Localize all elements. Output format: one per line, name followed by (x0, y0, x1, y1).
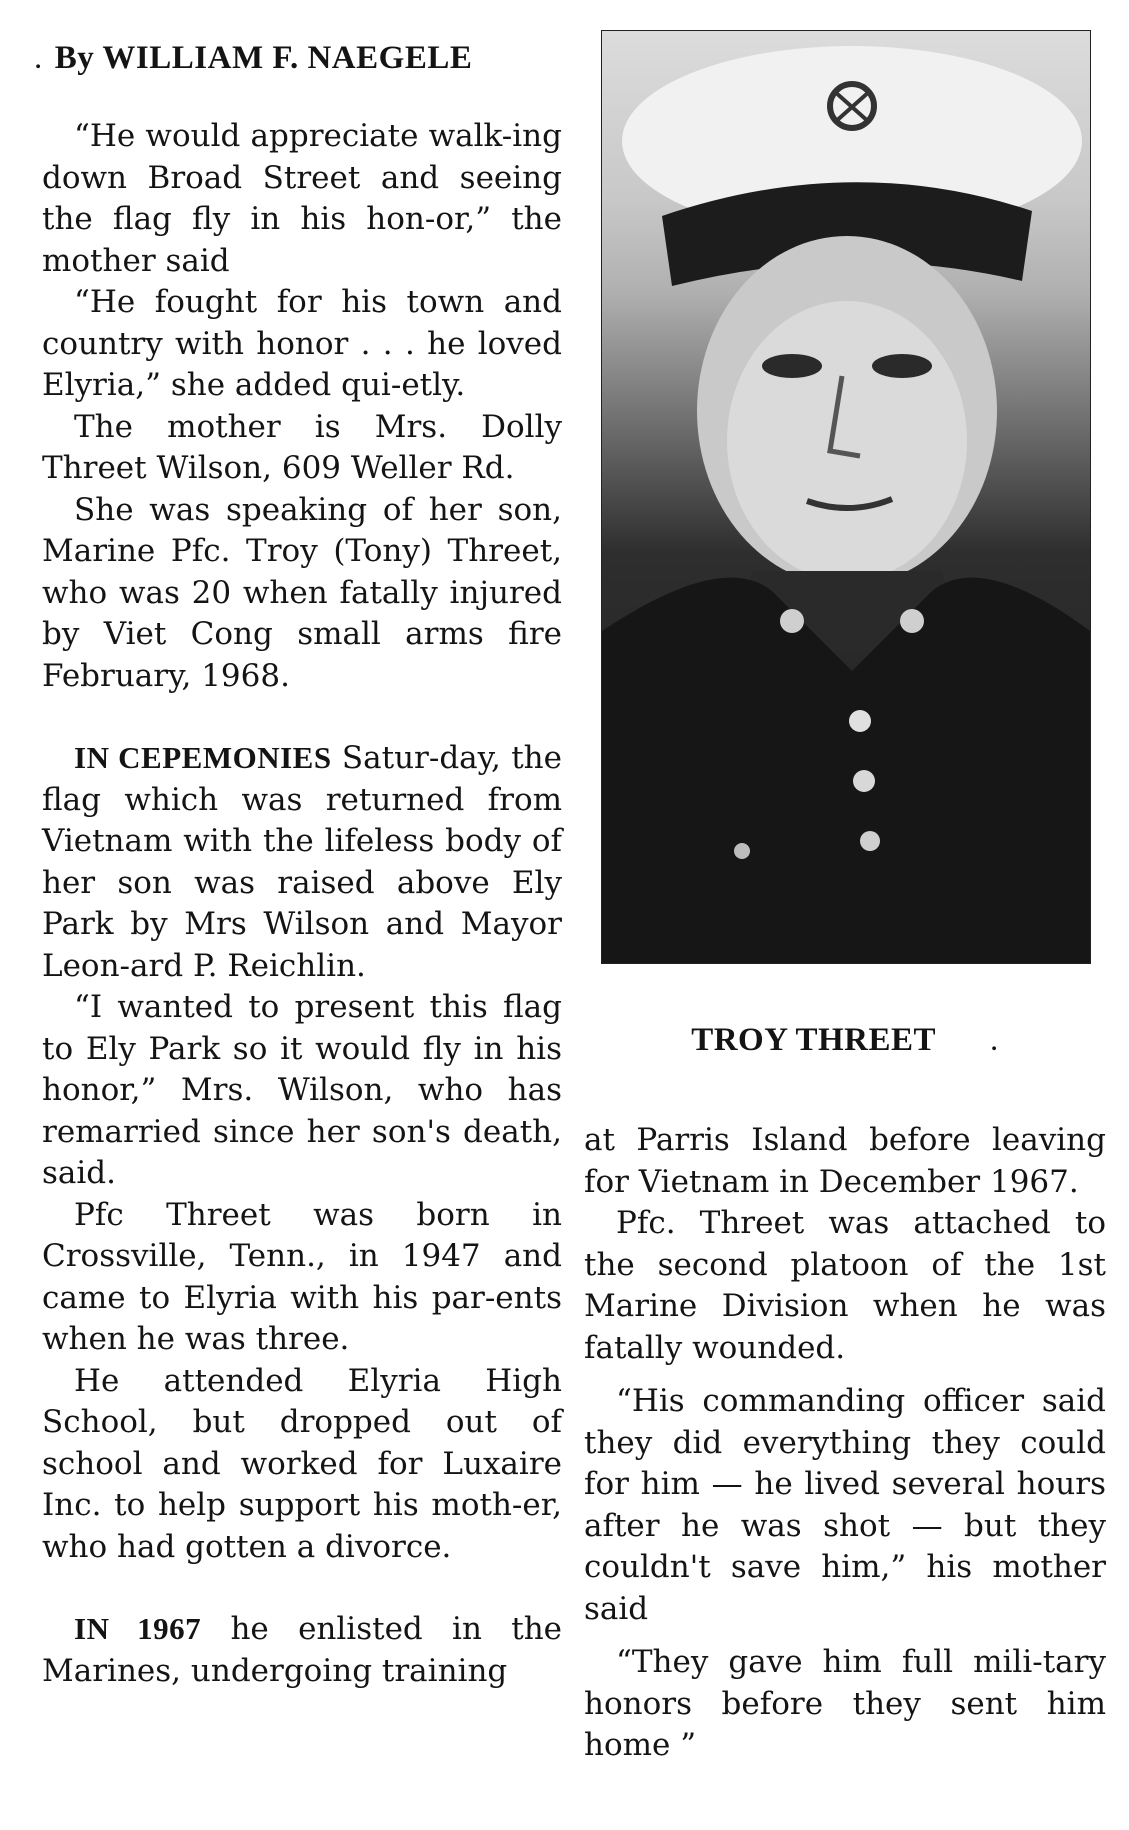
caption-mark: . (990, 1022, 999, 1058)
portrait-photo (601, 30, 1091, 964)
byline-text: By WILLIAM F. NAEGELE (54, 40, 473, 76)
paragraph: “He fought for his town and country with honor . . . he loved Elyria,” she added qui-etly. (42, 284, 562, 403)
paragraph: at Parris Island before leaving for Vietnam in December 1967. (584, 1122, 1106, 1200)
section-paragraph-1967 (42, 1608, 562, 1692)
portrait-illustration (602, 31, 1090, 963)
section-paragraph-ceremonies (42, 737, 562, 987)
section-text: he enlisted in the Marines, undergoing training (42, 1611, 563, 1689)
byline (34, 38, 562, 78)
paragraph: He attended Elyria High School, but dropped out of school and worked for Luxaire Inc. to help support his moth-er, who had gotten a divorce. (42, 1362, 562, 1565)
paragraph: Pfc Threet was born in Crossville, Tenn., in 1947 and came to Elyria with his par-ents when he was three. (42, 1196, 562, 1357)
paragraph: “He would appreciate walk-ing down Broad Street and seeing the flag fly in his hon-or,” the mother said (42, 118, 562, 279)
right-column (584, 1120, 1106, 1767)
paragraph: “His commanding officer said they did everything they could for him — he lived several hours after he was shot — but they couldn't save him,” his mother said (584, 1383, 1106, 1627)
paragraph: The mother is Mrs. Dolly Threet Wilson, 609 Weller Rd. (42, 408, 562, 486)
section-text: Satur-day, the flag which was returned from Vietnam with the lifeless body of her son was raised above Ely Park by Mrs Wilson and Mayor Leon-ard P. Reichlin. (42, 740, 562, 984)
paragraph: Pfc. Threet was attached to the second platoon of the 1st Marine Division when he was fatally wounded. (584, 1205, 1106, 1366)
paragraph: She was speaking of her son, Marine Pfc. Troy (Tony) Threet, who was 20 when fatally injured by Viet Cong small arms fire February, 1968. (42, 491, 562, 694)
paragraph: “They gave him full mili-tary honors before they sent him home ” (584, 1644, 1106, 1763)
paragraph: “I wanted to present this flag to Ely Park so it would fly in his honor,” Mrs. Wilson, who has remarried since her son's death, said. (42, 989, 562, 1191)
section-lead: IN CEPEMONIES (74, 740, 332, 775)
photo-caption (601, 1022, 1089, 1059)
caption-text: TROY THREET (691, 1022, 937, 1058)
section-lead: IN 1967 (74, 1611, 202, 1646)
left-column (34, 30, 563, 1692)
byline-mark: . (34, 40, 43, 76)
